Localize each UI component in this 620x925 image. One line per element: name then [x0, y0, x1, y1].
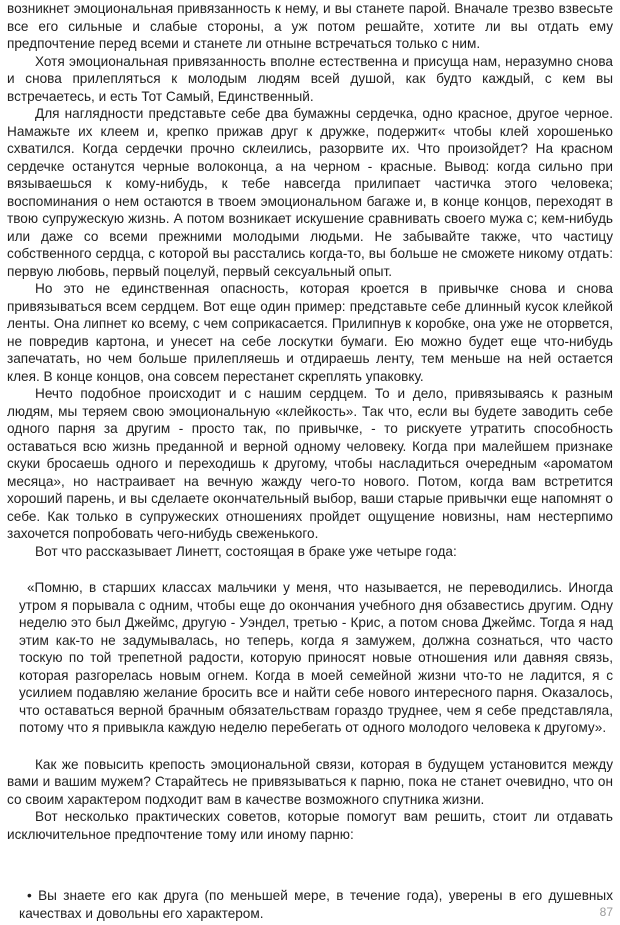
paragraph: Для наглядности представьте себе два бумажны сердечка, одно красное, другое черное. Намажьте их клеем и, крепко прижав друг к дружке, подержит« чтобы клей хорошенько схватился. Когда сердечки прочно склеились, разорвите их. Что произойдет? На красном сердечке останутся черные волоконца, а на черном - красные. Вывод: когда сильно при вязываешься к кому-нибудь, к тебе навсегда прилипает частичка этого человека; воспоминания о нем остаются в твоем эмоциональном багаже и, в конце концов, переходят в твою супружескую жизнь. А потом возникает искушение сравнивать своего мужа с; кем-нибудь или даже со всеми прежними молодыми людьми. Не забывайте также, что частицу собственного сердца, с которой вы расстались когда-то, вы больше не сможете никому отдать: первую любовь, первый поцелуй, первый сексуальный опыт.: [7, 106, 613, 279]
paragraph: Нечто подобное происходит и с нашим сердцем. То и дело, привязываясь к разным людям, мы теряем свою эмоциональную «клейкость». Так что, если вы будете заводить себе одного парня за другим - просто так, по привычке, - то рискуете утратить способность оставаться всю жизнь преданной и верной одному человеку. Когда при малейшем признаке скуки бросаешь одного и переходишь к другому, чтобы насладиться очередным «ароматом месяца», но настраивает на вечную жажду чего-то нового. Потом, когда вам встретится хороший парень, и вы сделаете окончательный выбор, ваши старые привычки еще напомнят о себе. Как только в супружеских отношениях пройдет ощущение новизны, нам нестерпимо захочется попробовать чего-нибудь свеженького.: [7, 386, 613, 541]
block-quote: «Помню, в старших классах мальчики у меня, что называется, не переводились. Иногда утром я порывала с одним, чтобы еще до окончания учебного дня обзавестись другим. Одну неделю это был Джеймс, другую - Уэндел, третью - Крис, а потом снова Джеймс. Тогда я над этим как-то не задумывалась, но теперь, когда я замужем, должна сознаться, что часто тоскую по той трепетной радости, которую приносят новые отношения или давняя связь, которая разгорелась новым огнем. Когда в моей семейной жизни что-то не ладится, я с усилием подавляю желание бросить все и найти себе нового интересного парня. Оказалось, что оставаться верной брачным обязательствам гораздо труднее, чем я себе представляла, потому что я привыкла каждую неделю перебегать от одного молодого человека к другому».: [19, 580, 613, 735]
paragraph: Хотя эмоциональная привязанность вполне естественна и присуща нам, неразумно снова и снова прилепляться к молодым людям всей душой, как будто каждый, с кем вы встречаетесь, и есть Тот Самый, Единственный.: [7, 53, 613, 104]
paragraph: Как же повысить крепость эмоциональной связи, которая в будущем установится между вами и вашим мужем? Старайтесь не привязываться к парню, пока не станет очевидно, что он со своим характером подходит вам в качестве возможного спутника жизни.: [7, 756, 613, 807]
page-number: 87: [599, 905, 613, 919]
bullet-item: • Вы знаете его как друга (по меньшей мере, в течение года), уверены в его душевных качествах и довольны его характером.: [19, 888, 613, 921]
paragraph: Вот несколько практических советов, которые помогут вам решить, стоит ли отдавать исключительное предпочтение тому или иному парню:: [7, 809, 613, 842]
paragraph-continuation: возникнет эмоциональная привязанность к нему, и вы станете парой. Вначале трезво взвесьте все его сильные и слабые стороны, а уж потом решайте, хотите ли вы отдать ему предпочтение перед всеми и станете ли отныне встречаться только с ним.: [7, 1, 613, 51]
paragraph: Вот что рассказывает Линетт, состоящая в браке уже четыре года:: [35, 543, 457, 559]
paragraph: Но это не единственная опасность, которая кроется в привычке снова и снова привязываться всем сердцем. Вот еще один пример: представьте себе длинный кусок клейкой ленты. Она липнет ко всему, с чем соприкасается. Прилипнув к коробке, она уже не оторвется, не повредив картона, и унесет на себе лоскутки бумаги. Ею можно будет еще что-нибудь запечатать, но чем больше прилепляешь и отдираешь ленту, тем меньше на ней остается клея. В конце концов, она совсем перестанет скреплять упаковку.: [7, 281, 613, 384]
